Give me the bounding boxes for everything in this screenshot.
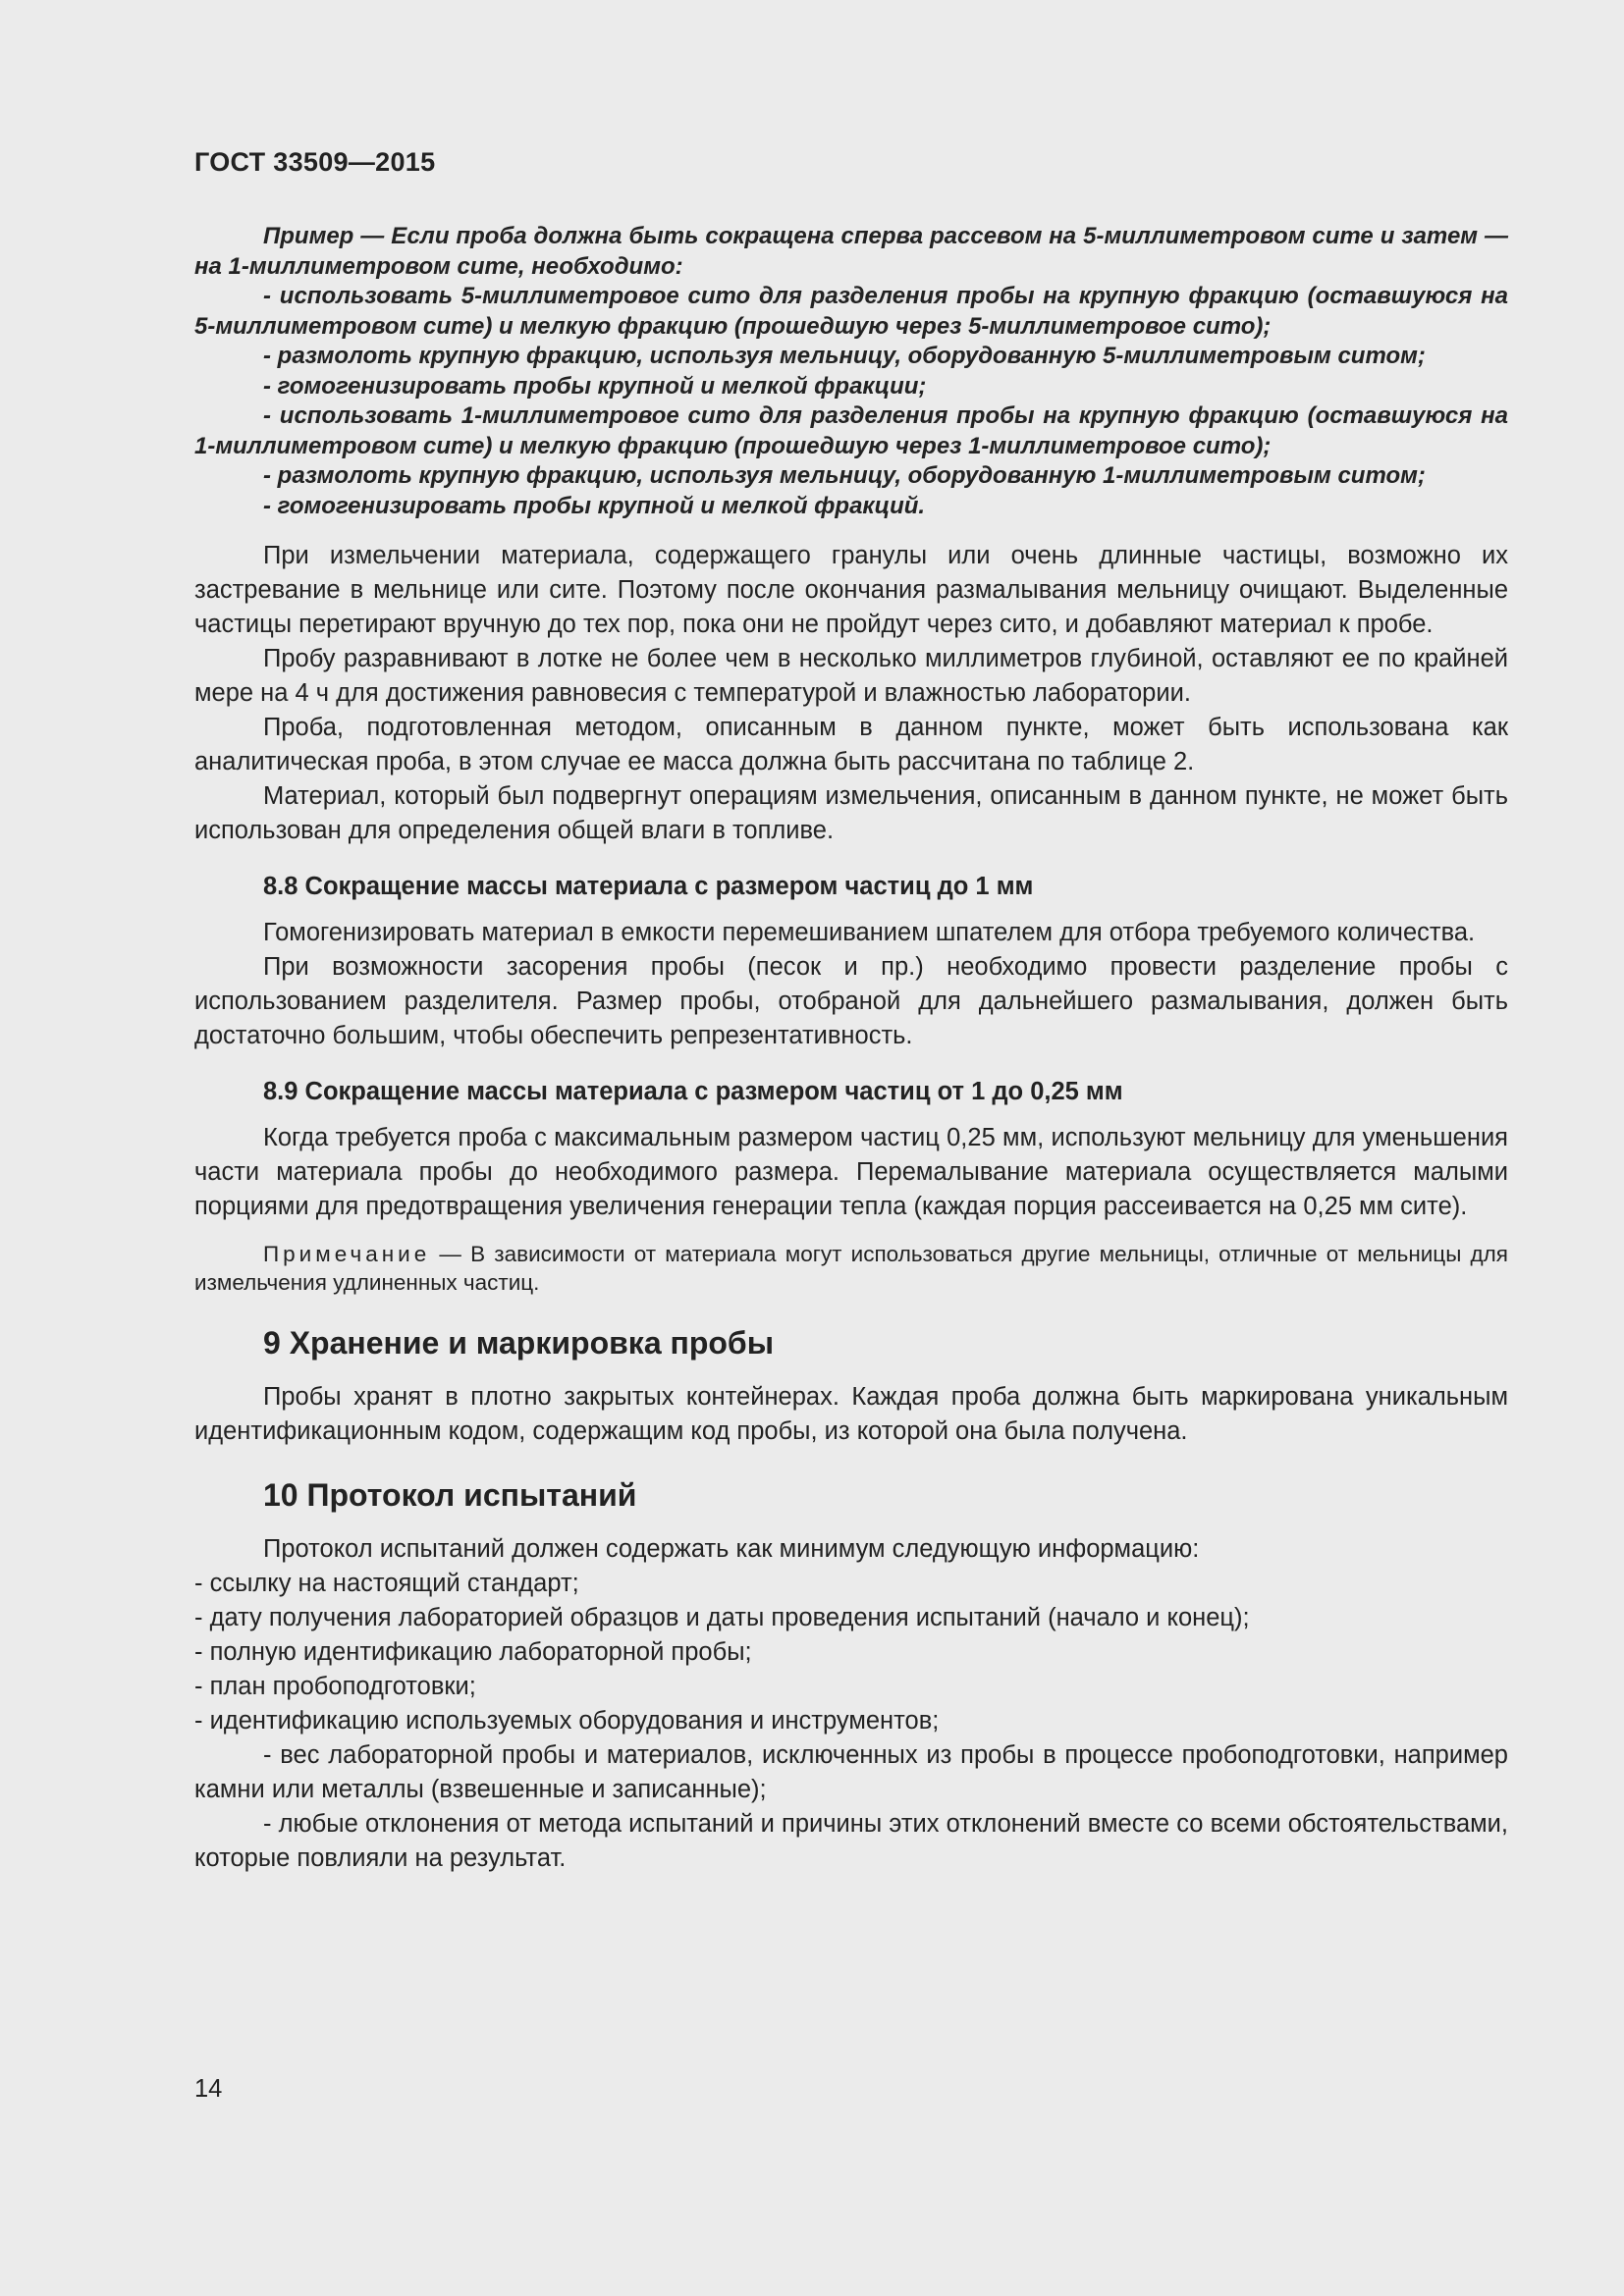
list-item: - любые отклонения от метода испытаний и причины этих отклонений вместе со всеми обстоятельствами, которые повлияли на результат. [194, 1810, 1508, 1872]
paragraph: Пробу разравнивают в лотке не более чем в несколько миллиметров глубиной, оставляют ее по крайней мере на 4 ч для достижения равновесия с температурой и влажностью лаборатории. [194, 645, 1508, 707]
paragraph: Протокол испытаний должен содержать как минимум следующую информацию: [263, 1535, 1200, 1563]
section-9-heading: 9 Хранение и маркировка пробы [263, 1325, 775, 1361]
paragraph: При возможности засорения пробы (песок и пр.) необходимо провести разделение пробы с использованием разделителя. Размер пробы, отобраной для дальнейшего размалывания, должен быть достаточно большим, чтобы обеспечить репрезентативность. [194, 953, 1508, 1049]
note [194, 1240, 1508, 1297]
example-item: - использовать 1-миллиметровое сито для разделения пробы на крупную фракцию (оставшуюся на 1-миллиметровом сите) и мелкую фракцию (прошедшую через 1-миллиметровое сито); [194, 402, 1508, 459]
paragraph: Пробы хранят в плотно закрытых контейнерах. Каждая проба должна быть маркирована уникальным идентификационным кодом, содержащим код пробы, из которой она была получена. [194, 1383, 1508, 1445]
example-item: - гомогенизировать пробы крупной и мелкой фракций. [263, 492, 926, 519]
list-item: - дату получения лабораторией образцов и даты проведения испытаний (начало и конец); [194, 1604, 1250, 1631]
section-8-8-heading: 8.8 Сокращение массы материала с размером частиц до 1 мм [263, 873, 1034, 900]
note-label: Примечание [263, 1242, 431, 1266]
note-text: — В зависимости от материала могут использоваться другие мельницы, отличные от мельницы для измельчения удлиненных частиц. [194, 1242, 1508, 1295]
document-body [194, 222, 1508, 1876]
section-10-heading: 10 Протокол испытаний [263, 1477, 637, 1513]
example-item: - использовать 5-миллиметровое сито для разделения пробы на крупную фракцию (оставшуюся на 5-миллиметровом сите) и мелкую фракцию (прошедшую через 5-миллиметровое сито); [194, 283, 1508, 340]
paragraph: Материал, который был подвергнут операциям измельчения, описанным в данном пункте, не может быть использован для определения общей влаги в топливе. [194, 782, 1508, 844]
section-8-9-heading: 8.9 Сокращение массы материала с размером частиц от 1 до 0,25 мм [263, 1078, 1123, 1105]
example-item: - размолоть крупную фракцию, используя мельницу, оборудованную 1-миллиметровым ситом; [263, 462, 1426, 489]
example-block [194, 222, 1508, 521]
list-item: - полную идентификацию лабораторной пробы; [194, 1638, 752, 1666]
example-item: - размолоть крупную фракцию, используя мельницу, оборудованную 5-миллиметровым ситом; [263, 343, 1426, 369]
list-item: - план пробоподготовки; [194, 1673, 476, 1700]
document-header: ГОСТ 33509—2015 [194, 147, 436, 177]
list-item: - идентификацию используемых оборудования и инструментов; [194, 1707, 940, 1735]
example-item: - гомогенизировать пробы крупной и мелкой фракции; [263, 372, 927, 400]
page-number: 14 [194, 2075, 223, 2103]
paragraph: Когда требуется проба с максимальным размером частиц 0,25 мм, используют мельницу для уменьшения части материала пробы до необходимого размера. Перемалывание материала осуществляется малыми порциями для предотвращения увеличения генерации тепла (каждая порция рассеивается на 0,25 мм сите). [194, 1124, 1508, 1220]
paragraph: Проба, подготовленная методом, описанным в данном пункте, может быть использована как аналитическая проба, в этом случае ее масса должна быть рассчитана по таблице 2. [194, 714, 1508, 775]
list-item: - ссылку на настоящий стандарт; [194, 1570, 579, 1597]
list-item: - вес лабораторной пробы и материалов, исключенных из пробы в процессе пробоподготовки, например камни или металлы (взвешенные и записанные); [194, 1741, 1508, 1803]
example-intro: Пример — Если проба должна быть сокращена сперва рассевом на 5-миллиметровом сите и затем — на 1-миллиметровом сите, необходимо: [194, 223, 1508, 280]
paragraph: При измельчении материала, содержащего гранулы или очень длинные частицы, возможно их застревание в мельнице или сите. Поэтому после окончания размалывания мельницу очищают. Выделенные частицы перетирают вручную до тех пор, пока они не пройдут через сито, и добавляют материал к пробе. [194, 542, 1508, 638]
paragraph: Гомогенизировать материал в емкости перемешиванием шпателем для отбора требуемого количества. [263, 919, 1476, 946]
